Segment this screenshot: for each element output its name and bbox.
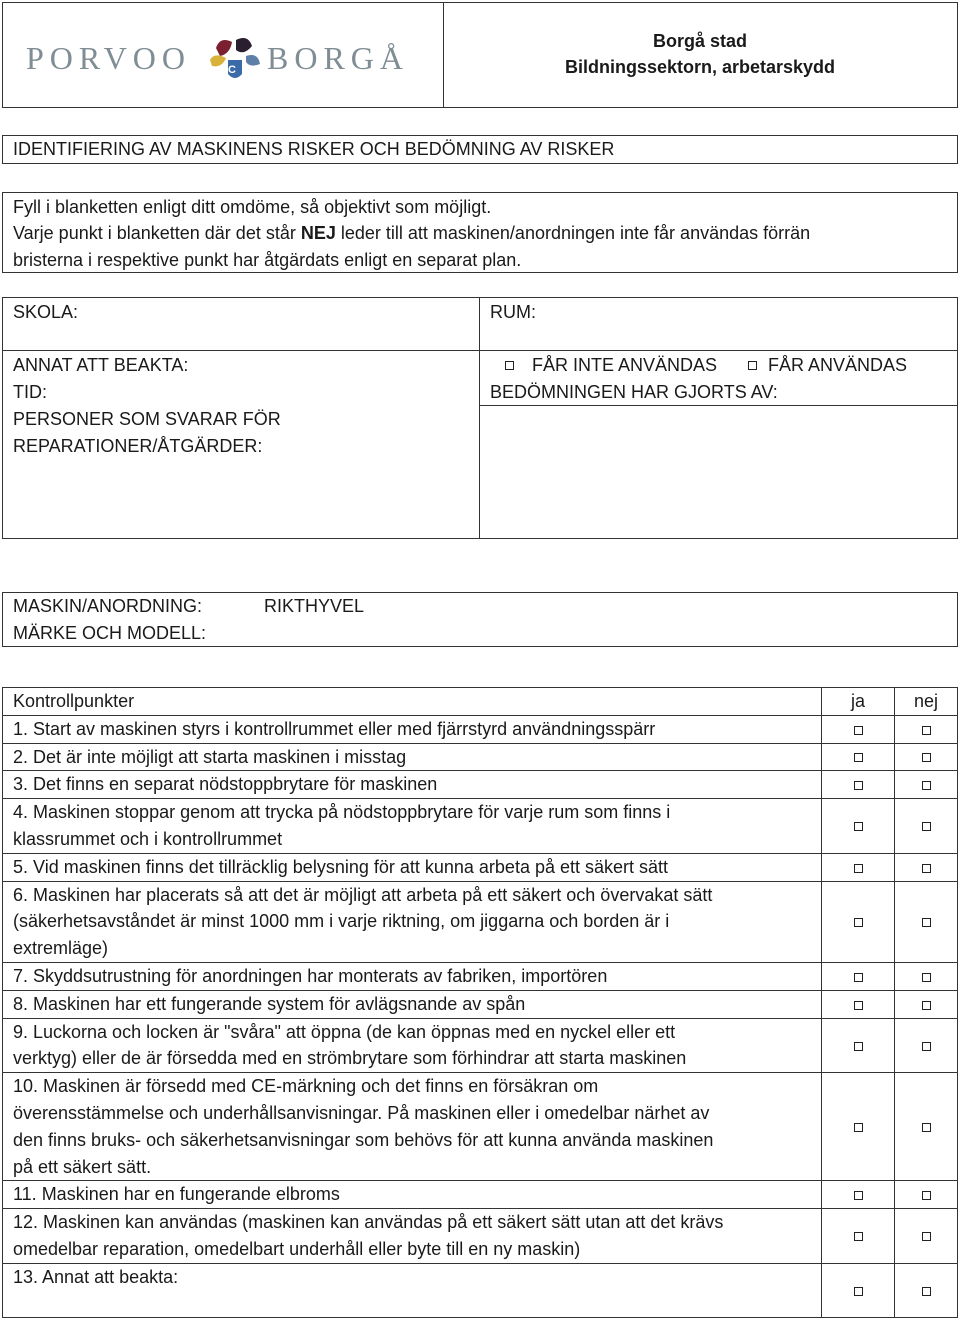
time-label: TID: bbox=[13, 382, 47, 402]
checklist-item-line: 4. Maskinen stoppar genom att trycka på nödstoppbrytare för varje rum som finns i bbox=[13, 802, 671, 823]
checklist-row bbox=[3, 715, 958, 743]
checklist-row bbox=[3, 799, 958, 854]
no-checkbox[interactable] bbox=[922, 918, 931, 927]
checklist-item-line: 7. Skyddsutrustning för anordningen har monterats av fabriken, importören bbox=[13, 965, 608, 986]
checklist-item-line: klassrummet och i kontrollrummet bbox=[13, 828, 283, 849]
checklist-row bbox=[3, 1209, 958, 1264]
no-cell bbox=[895, 715, 958, 743]
no-cell bbox=[895, 962, 958, 990]
other-label: ANNAT ATT BEAKTA: bbox=[13, 355, 189, 375]
checklist-row bbox=[3, 962, 958, 990]
logo-badge-icon: C bbox=[228, 64, 236, 76]
checklist-item-text bbox=[3, 715, 822, 743]
checklist-item-line: den finns bruks- och säkerhetsanvisningar som behövs för att kunna använda maskinen bbox=[13, 1129, 714, 1150]
checklist-header: Kontrollpunkter bbox=[3, 688, 822, 716]
checklist-item-text bbox=[3, 1263, 822, 1318]
allowed-checkbox[interactable] bbox=[748, 361, 757, 370]
no-cell bbox=[895, 771, 958, 799]
responsible-label-1: PERSONER SOM SVARAR FÖR bbox=[13, 409, 281, 429]
logo-text-left: PORVOO bbox=[26, 40, 192, 76]
checklist-table bbox=[2, 687, 958, 1318]
checklist-row bbox=[3, 990, 958, 1018]
checklist-item-line: 13. Annat att beakta: bbox=[13, 1266, 179, 1287]
checklist-item-text bbox=[3, 771, 822, 799]
yes-checkbox[interactable] bbox=[854, 753, 863, 762]
assessed-by-label: BEDÖMNINGEN HAR GJORTS AV: bbox=[490, 382, 778, 402]
no-checkbox[interactable] bbox=[922, 1191, 931, 1200]
no-column-header: nej bbox=[895, 688, 958, 716]
no-checkbox[interactable] bbox=[922, 1123, 931, 1132]
yes-checkbox[interactable] bbox=[854, 973, 863, 982]
yes-cell bbox=[822, 799, 895, 854]
page-title: IDENTIFIERING AV MASKINENS RISKER OCH BEDÖMNING AV RISKER bbox=[13, 139, 615, 159]
yes-checkbox[interactable] bbox=[854, 1123, 863, 1132]
checklist-item-text bbox=[3, 743, 822, 771]
checklist-item-line: 9. Luckorna och locken är "svåra" att öppna (de kan öppnas med en nyckel eller ett bbox=[13, 1021, 676, 1042]
checklist-item-text bbox=[3, 1073, 822, 1181]
checklist-item-text bbox=[3, 990, 822, 1018]
checklist-item-line: (säkerhetsavståndet är minst 1000 mm i varje riktning, om jiggarna och borden är i bbox=[13, 911, 670, 932]
yes-cell bbox=[822, 715, 895, 743]
no-checkbox[interactable] bbox=[922, 822, 931, 831]
yes-cell bbox=[822, 1263, 895, 1318]
org-name: Borgå stad bbox=[652, 31, 748, 51]
yes-checkbox[interactable] bbox=[854, 864, 863, 873]
instructions-line-3: bristerna i respektive punkt har åtgärdats enligt en separat plan. bbox=[13, 250, 522, 270]
instructions-emphasis: NEJ bbox=[300, 223, 336, 243]
yes-cell bbox=[822, 881, 895, 962]
checklist-item-text bbox=[3, 1209, 822, 1264]
checklist-item-text bbox=[3, 853, 822, 881]
checklist-item-line: 10. Maskinen är försedd med CE-märkning och det finns en försäkran om bbox=[13, 1076, 599, 1097]
no-cell bbox=[895, 1181, 958, 1209]
yes-cell bbox=[822, 743, 895, 771]
header-org-cell bbox=[443, 2, 958, 108]
info-divider-1 bbox=[2, 350, 958, 351]
logo-mark-icon bbox=[206, 34, 266, 86]
checklist-row bbox=[3, 1181, 958, 1209]
yes-checkbox[interactable] bbox=[854, 822, 863, 831]
no-cell bbox=[895, 799, 958, 854]
not-allowed-checkbox[interactable] bbox=[505, 361, 514, 370]
yes-checkbox[interactable] bbox=[854, 1232, 863, 1241]
checklist-item-line: 11. Maskinen har en fungerande elbroms bbox=[13, 1184, 340, 1205]
checklist-item-line: verktyg) eller de är försedda med en strömbrytare som förhindrar att starta maskinen bbox=[13, 1048, 687, 1069]
checklist-item-line: överensstämmelse och underhållsanvisningar. På maskinen eller i omedelbar närhet av bbox=[13, 1102, 710, 1123]
no-checkbox[interactable] bbox=[922, 864, 931, 873]
yes-checkbox[interactable] bbox=[854, 726, 863, 735]
yes-cell bbox=[822, 990, 895, 1018]
checklist-row bbox=[3, 771, 958, 799]
yes-cell bbox=[822, 853, 895, 881]
checklist-row bbox=[3, 1018, 958, 1073]
checklist-row bbox=[3, 1263, 958, 1318]
school-label: SKOLA: bbox=[13, 302, 79, 322]
checklist-item-line: 3. Det finns en separat nödstoppbrytare för maskinen bbox=[13, 774, 438, 795]
checklist-item-line: 5. Vid maskinen finns det tillräcklig belysning för att kunna arbeta på ett säkert sätt bbox=[13, 856, 669, 877]
checklist-item-line: 1. Start av maskinen styrs i kontrollrummet eller med fjärrstyrd användningsspärr bbox=[13, 718, 656, 739]
no-cell bbox=[895, 1263, 958, 1318]
yes-cell bbox=[822, 1073, 895, 1181]
checklist-item-line: 6. Maskinen har placerats så att det är möjligt att arbeta på ett säkert och övervakat sätt bbox=[13, 884, 713, 905]
checklist-item-text bbox=[3, 799, 822, 854]
checklist-item-line bbox=[13, 1291, 821, 1318]
checklist-item-text bbox=[3, 1018, 822, 1073]
checklist-item-line: omedelbar reparation, omedelbart underhåll eller byte till en ny maskin) bbox=[13, 1238, 581, 1259]
yes-checkbox[interactable] bbox=[854, 1001, 863, 1010]
checklist-item-line: 2. Det är inte möjligt att starta maskinen i misstag bbox=[13, 746, 407, 767]
no-cell bbox=[895, 1073, 958, 1181]
yes-cell bbox=[822, 771, 895, 799]
no-checkbox[interactable] bbox=[922, 781, 931, 790]
machine-value: RIKTHYVEL bbox=[264, 596, 365, 616]
allowed-label: FÅR ANVÄNDAS bbox=[768, 355, 908, 375]
yes-checkbox[interactable] bbox=[854, 918, 863, 927]
instructions-line-2 bbox=[13, 220, 810, 246]
org-department: Bildningssektorn, arbetarskydd bbox=[564, 57, 836, 77]
model-label: MÄRKE OCH MODELL: bbox=[13, 623, 207, 643]
no-checkbox[interactable] bbox=[922, 973, 931, 982]
checklist-row bbox=[3, 881, 958, 962]
yes-checkbox[interactable] bbox=[854, 1042, 863, 1051]
logo-text-right: BORGÅ bbox=[267, 40, 410, 76]
checklist-item-line: 8. Maskinen har ett fungerande system för avlägsnande av spån bbox=[13, 993, 526, 1014]
yes-cell bbox=[822, 1018, 895, 1073]
checklist-item-line: 12. Maskinen kan användas (maskinen kan användas på ett säkert sätt utan att det krävs bbox=[13, 1212, 724, 1233]
no-cell bbox=[895, 743, 958, 771]
no-checkbox[interactable] bbox=[922, 753, 931, 762]
no-checkbox[interactable] bbox=[922, 1232, 931, 1241]
yes-checkbox[interactable] bbox=[854, 1191, 863, 1200]
responsible-label-2: REPARATIONER/ÅTGÄRDER: bbox=[13, 436, 263, 456]
no-cell bbox=[895, 881, 958, 962]
yes-cell bbox=[822, 962, 895, 990]
checklist-item-text bbox=[3, 881, 822, 962]
checklist-item-line: extremläge) bbox=[13, 938, 109, 959]
checklist-item-text bbox=[3, 1181, 822, 1209]
yes-cell bbox=[822, 1181, 895, 1209]
no-cell bbox=[895, 1209, 958, 1264]
checklist-item-line: på ett säkert sätt. bbox=[13, 1156, 152, 1177]
no-checkbox[interactable] bbox=[922, 726, 931, 735]
yes-checkbox[interactable] bbox=[854, 781, 863, 790]
no-checkbox[interactable] bbox=[922, 1001, 931, 1010]
instructions-line-1: Fyll i blanketten enligt ditt omdöme, så objektivt som möjligt. bbox=[13, 197, 492, 217]
machine-label: MASKIN/ANORDNING: bbox=[13, 596, 203, 616]
not-allowed-label: FÅR INTE ANVÄNDAS bbox=[532, 355, 718, 375]
yes-checkbox[interactable] bbox=[854, 1287, 863, 1296]
no-cell bbox=[895, 1018, 958, 1073]
checklist-row bbox=[3, 743, 958, 771]
no-checkbox[interactable] bbox=[922, 1042, 931, 1051]
info-divider-vertical bbox=[479, 297, 480, 539]
checklist-header-row bbox=[3, 688, 958, 716]
checklist-item-text bbox=[3, 962, 822, 990]
checklist-row bbox=[3, 1073, 958, 1181]
instructions-line-2-start: Varje punkt i blanketten där det står bbox=[13, 223, 301, 243]
no-cell bbox=[895, 990, 958, 1018]
instructions-line-2-end: leder till att maskinen/anordningen inte får användas förrän bbox=[335, 223, 811, 243]
checklist-row bbox=[3, 853, 958, 881]
room-label: RUM: bbox=[490, 302, 536, 322]
yes-column-header: ja bbox=[822, 688, 895, 716]
no-checkbox[interactable] bbox=[922, 1287, 931, 1296]
no-cell bbox=[895, 853, 958, 881]
info-divider-2 bbox=[479, 405, 958, 406]
yes-cell bbox=[822, 1209, 895, 1264]
